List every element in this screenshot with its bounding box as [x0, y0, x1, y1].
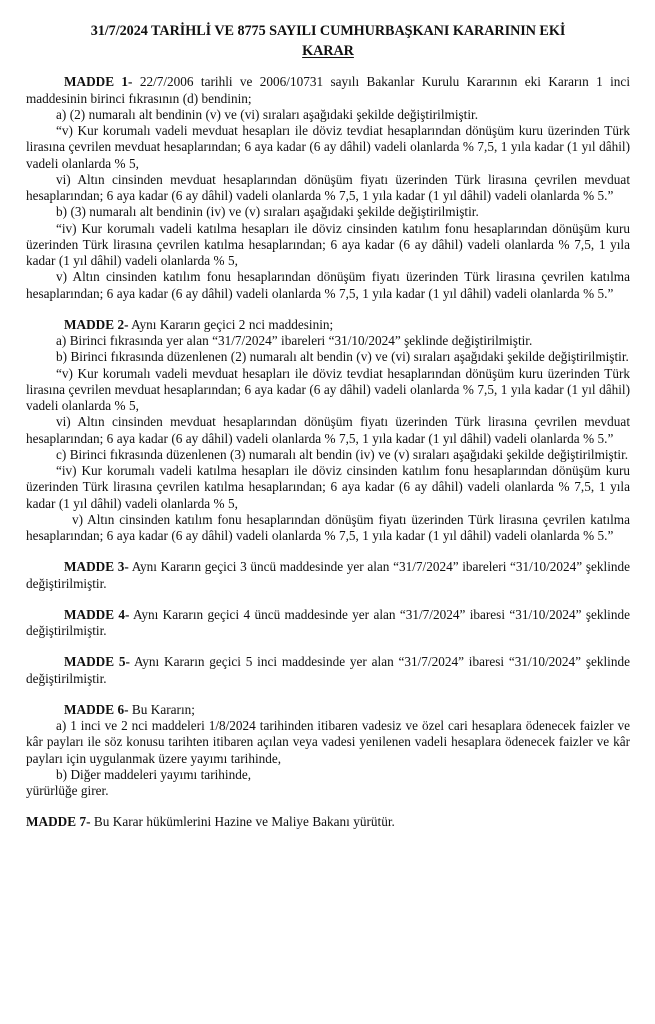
article-2-quote-v: “v) Kur korumalı vadeli mevduat hesapları ile döviz tevdiat hesaplarından dönüşüm kuru üzerinden Türk lirasına çevrilen mevduat hesaplarından; 6 aya kadar (6 ay dâhil) vadeli olanlarda % 7,5, 1 yıla kadar (1 yıl dâhil) vadeli olanlarda % 5,	[26, 365, 630, 414]
article-5-text: Aynı Kararın geçici 5 inci maddesinde yer alan “31/7/2024” ibaresi “31/10/2024” şeklinde değiştirilmiştir.	[26, 654, 630, 686]
article-1-quote-v: “v) Kur korumalı vadeli mevduat hesapları ile döviz tevdiat hesaplarından dönüşüm kuru üzerinden Türk lirasına çevrilen mevduat hesaplarından; 6 aya kadar (6 ay dâhil) vadeli olanlarda % 7,5, 1 yıla kadar (1 yıl dâhil) vadeli olanlarda % 5,	[26, 123, 630, 171]
spacer	[26, 687, 630, 702]
article-6-item-b: b) Diğer maddeleri yayımı tarihinde,	[56, 766, 252, 782]
article-5	[26, 654, 630, 687]
article-2-lead-text: Aynı Kararın geçici 2 nci maddesinin;	[128, 316, 334, 332]
page-title	[26, 22, 630, 60]
title-line-2: KARAR	[302, 42, 354, 59]
article-4-text: Aynı Kararın geçici 4 üncü maddesinde yer alan “31/7/2024” ibaresi “31/10/2024” şeklinde değiştirilmiştir.	[26, 606, 630, 639]
article-1-lead-text: 22/7/2006 tarihli ve 2006/10731 sayılı Bakanlar Kurulu Kararının eki Kararın 1 inci maddesinin birinci fıkrasının (d) bendinin;	[26, 74, 630, 106]
article-6-closing: yürürlüğe girer.	[26, 783, 109, 799]
article-7-text: Bu Karar hükümlerini Hazine ve Maliye Bakanı yürütür.	[90, 814, 395, 830]
article-3-label: MADDE 3-	[64, 559, 129, 575]
article-5-label: MADDE 5-	[64, 654, 130, 670]
spacer	[26, 592, 630, 607]
title-line-1: 31/7/2024 TARİHLİ VE 8775 SAYILI CUMHURBAŞKANI KARARININ EKİ	[90, 23, 566, 39]
article-1-quote-vi: vi) Altın cinsinden mevduat hesaplarından dönüşüm fiyatı üzerinden Türk lirasına çevrilen mevduat hesaplarından; 6 aya kadar (6 ay dâhil) vadeli olanlarda % 7,5, 1 yıla kadar (1 yıl dâhil) vadeli olanlarda % 5.”	[26, 171, 630, 204]
article-2-quote-iv: “iv) Kur korumalı vadeli katılma hesapları ile döviz cinsinden katılım fonu hesaplarından dönüşüm kuru üzerinden Türk lirasına çevrilen katılma hesaplarından; 6 aya kadar (6 ay dâhil) vadeli olanlarda % 7,5, 1 yıla kadar (1 yıl dâhil) vadeli olanlarda % 5,	[26, 463, 630, 511]
article-2-item-b: b) Birinci fıkrasında düzenlenen (2) numaralı alt bendin (v) ve (vi) sıraları aşağıdaki şekilde değiştirilmiştir.	[56, 349, 629, 365]
article-2-quote-v2: v) Altın cinsinden katılım fonu hesaplarından dönüşüm fiyatı üzerinden Türk lirasına çevrilen katılma hesaplarından; 6 aya kadar (6 ay dâhil) vadeli olanlarda % 7,5, 1 yıla kadar (1 yıl dâhil) vadeli olanlarda % 5.”	[26, 511, 630, 544]
article-2-label: MADDE 2-	[64, 316, 129, 332]
article-3	[26, 559, 630, 592]
article-2-item-c: c) Birinci fıkrasında düzenlenen (3) numaralı alt bendin (iv) ve (v) sıraları aşağıdaki şekilde değiştirilmiştir.	[56, 446, 629, 462]
article-2-item-a: a) Birinci fıkrasında yer alan “31/7/2024” ibareleri “31/10/2024” şeklinde değiştirilmiştir.	[56, 333, 533, 349]
spacer	[26, 639, 630, 654]
article-1-quote-v2: v) Altın cinsinden katılım fonu hesaplarından dönüşüm fiyatı üzerinden Türk lirasına çevrilen katılma hesaplarından; 6 aya kadar (6 ay dâhil) vadeli olanlarda % 7,5, 1 yıla kadar (1 yıl dâhil) vadeli olanlarda % 5.”	[26, 269, 630, 301]
spacer	[26, 544, 630, 559]
article-3-text: Aynı Kararın geçici 3 üncü maddesinde yer alan “31/7/2024” ibareleri “31/10/2024” şeklinde değiştirilmiştir.	[26, 559, 631, 591]
article-1-item-a: a) (2) numaralı alt bendinin (v) ve (vi) sıraları aşağıdaki şekilde değiştirilmiştir.	[56, 106, 479, 122]
article-1-quote-iv: “iv) Kur korumalı vadeli katılma hesapları ile döviz cinsinden katılım fonu hesaplarından dönüşüm kuru üzerinden Türk lirasına çevrilen katılma hesaplarından; 6 aya kadar (6 ay dâhil) vadeli olanlarda % 7,5, 1 yıla kadar (1 yıl dâhil) vadeli olanlarda % 5,	[26, 220, 630, 269]
article-4-label: MADDE 4-	[64, 606, 130, 622]
article-6-item-a: a) 1 inci ve 2 nci maddeleri 1/8/2024 tarihinden itibaren vadesiz ve özel cari hesaplara ödenecek faizler ve kâr payları ile söz konusu tarihten itibaren açılan veya vadesi yenilenen vadeli hesaplara ödenecek faizler ve kâr payları için uygulanmak üzere yayımı tarihinde,	[26, 718, 630, 766]
spacer	[26, 799, 630, 814]
article-7	[26, 814, 630, 830]
article-4	[26, 607, 630, 640]
article-2-quote-vi: vi) Altın cinsinden mevduat hesaplarından dönüşüm fiyatı üzerinden Türk lirasına çevrilen mevduat hesaplarından; 6 aya kadar (6 ay dâhil) vadeli olanlarda % 7,5, 1 yıla kadar (1 yıl dâhil) vadeli olanlarda % 5.”	[26, 414, 630, 446]
spacer	[26, 302, 630, 317]
article-1-item-b: b) (3) numaralı alt bendinin (iv) ve (v) sıraları aşağıdaki şekilde değiştirilmiştir.	[56, 204, 479, 220]
article-1-lead	[26, 74, 630, 107]
article-1-label: MADDE 1-	[64, 74, 133, 90]
article-2-lead	[26, 317, 630, 333]
document-body	[26, 74, 630, 830]
article-6-lead-text: Bu Kararın;	[128, 701, 195, 717]
article-6-label: MADDE 6-	[64, 701, 129, 717]
article-7-label: MADDE 7-	[26, 814, 91, 830]
article-6-lead	[26, 702, 630, 718]
